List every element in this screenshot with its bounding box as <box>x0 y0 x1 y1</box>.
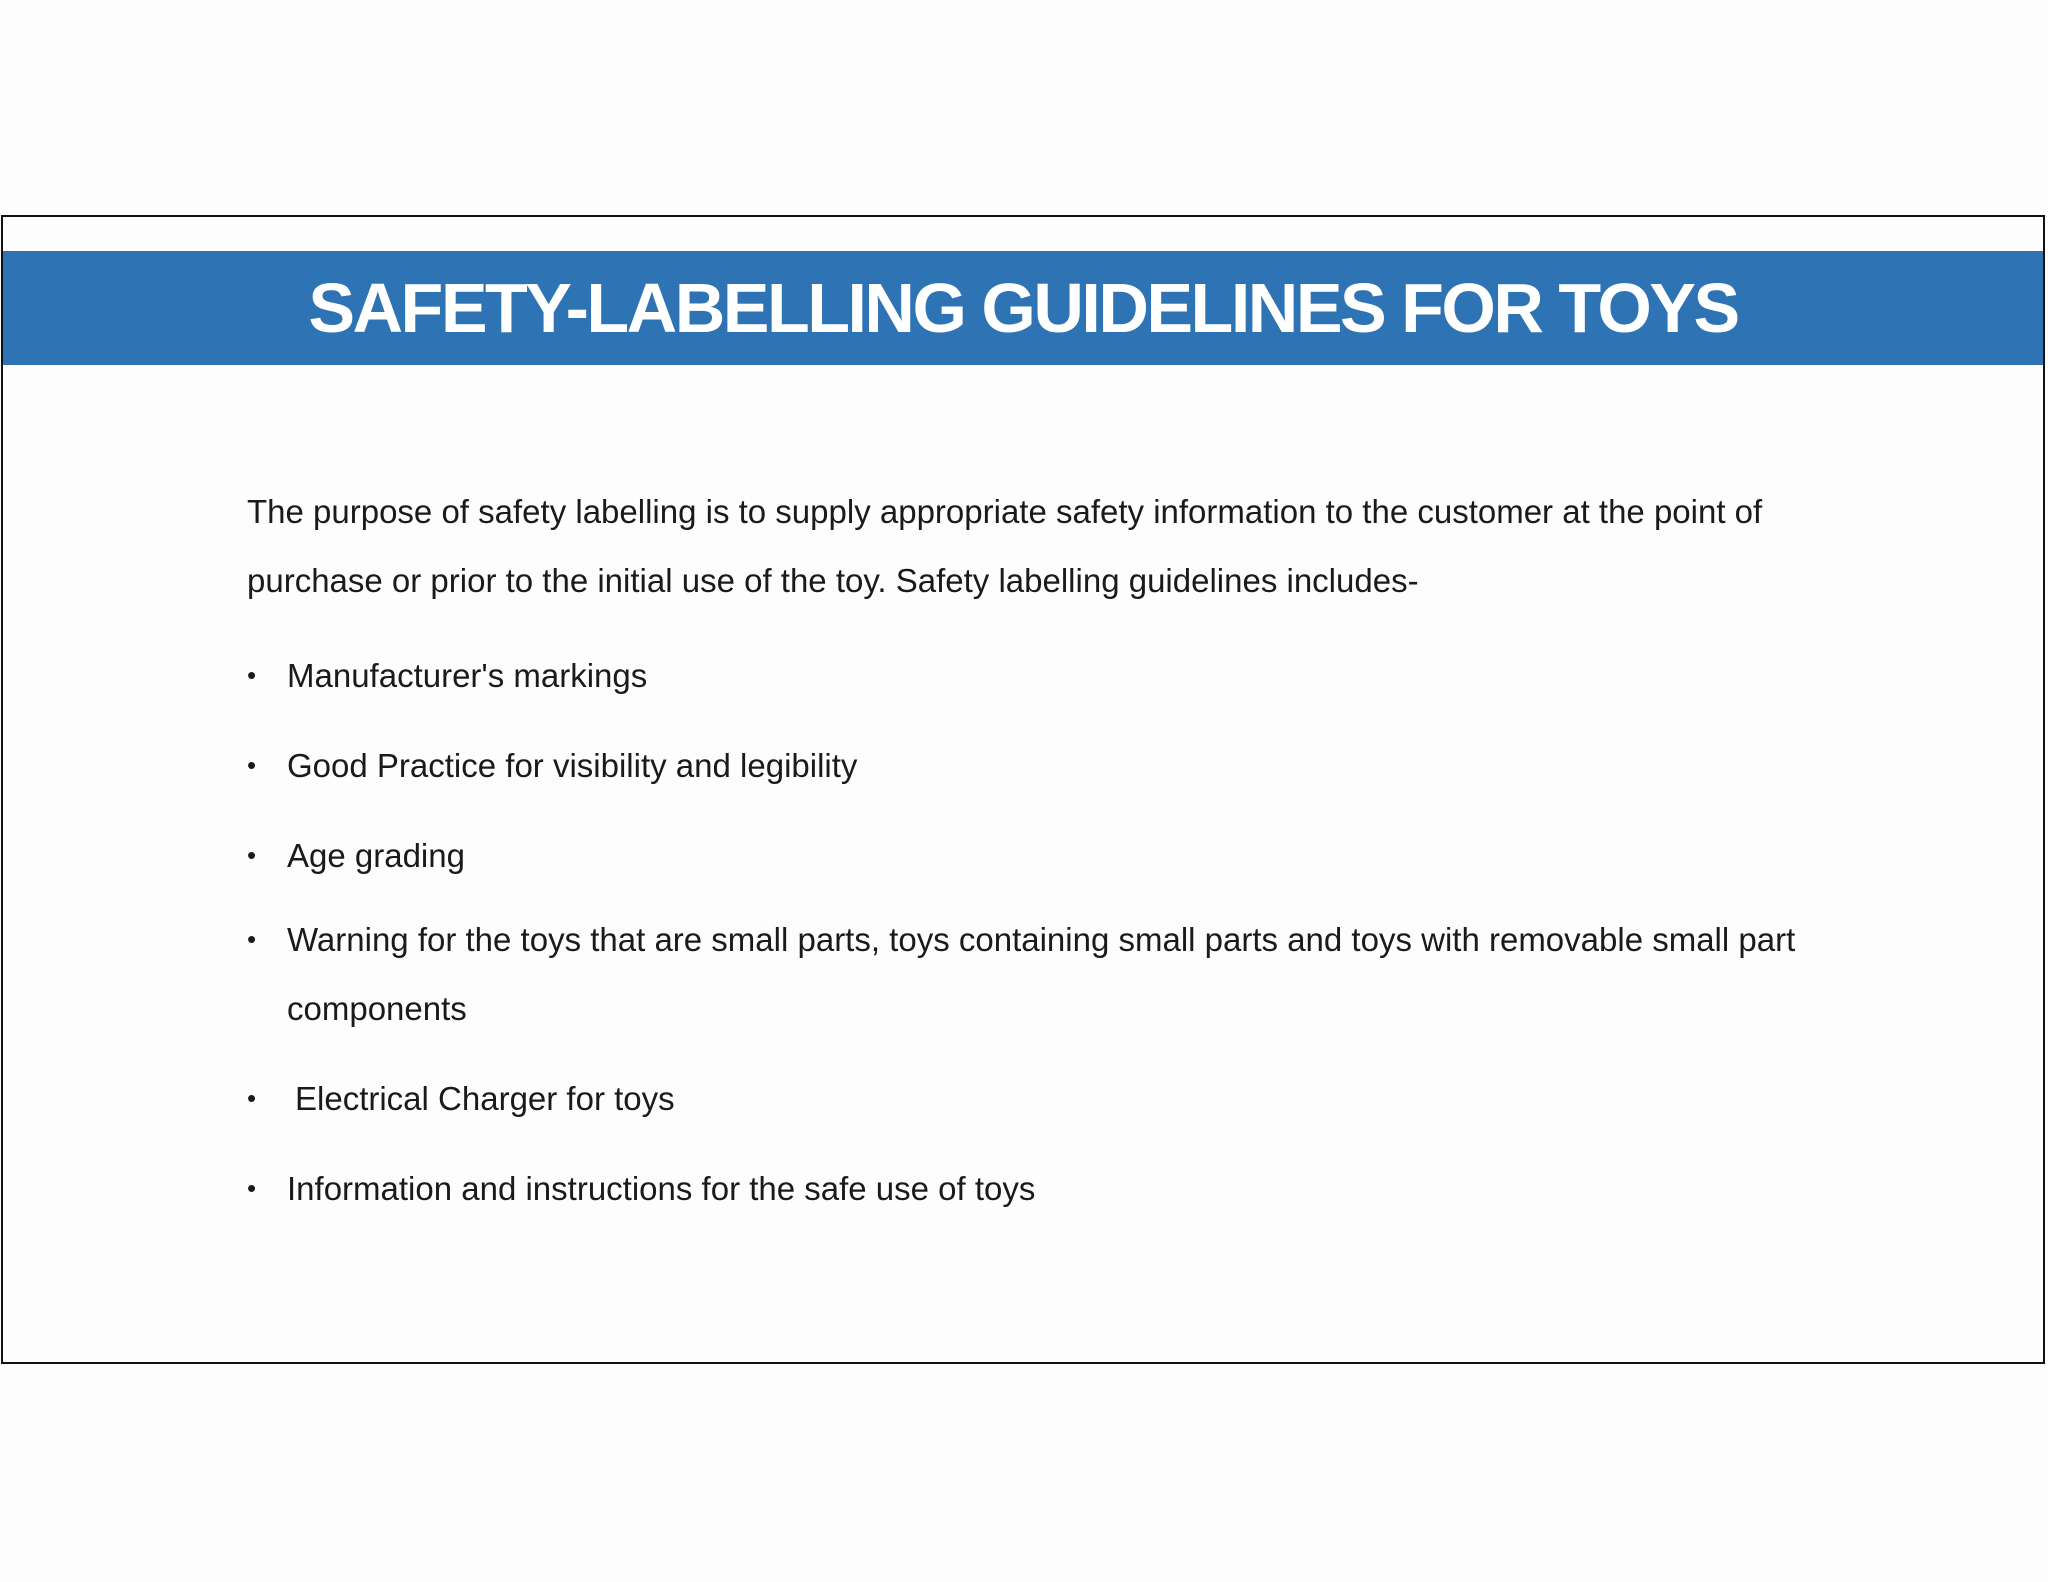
list-item-text: Good Practice for visibility and legibility <box>287 747 858 784</box>
guidelines-list <box>247 641 1847 1223</box>
list-item-text: Manufacturer's markings <box>287 657 648 694</box>
list-item <box>247 1064 1847 1133</box>
bullet-icon: • <box>247 1083 257 1113</box>
slide-content <box>247 477 1847 1223</box>
list-item <box>247 905 1867 1043</box>
bullet-icon: • <box>247 660 257 690</box>
bullet-icon: • <box>247 924 257 954</box>
list-item <box>247 731 1847 800</box>
list-item <box>247 1154 1847 1223</box>
bullet-icon: • <box>247 750 257 780</box>
title-bar <box>3 251 2043 365</box>
list-item <box>247 821 1847 890</box>
list-item-text: Age grading <box>287 837 465 874</box>
list-item-text: Information and instructions for the safe use of toys <box>287 1170 1036 1207</box>
list-item-text: Electrical Charger for toys <box>295 1080 675 1117</box>
bullet-icon: • <box>247 1173 257 1203</box>
bullet-icon: • <box>247 840 257 870</box>
slide-title: SAFETY-LABELLING GUIDELINES FOR TOYS <box>308 269 1738 347</box>
list-item <box>247 641 1847 710</box>
slide <box>1 215 2045 1364</box>
intro-paragraph: The purpose of safety labelling is to supply appropriate safety information to the customer at the point of purchase or prior to the initial use of the toy. Safety labelling guidelines includes- <box>247 493 1763 599</box>
list-item-text: Warning for the toys that are small parts, toys containing small parts and toys with removable small part components <box>287 921 1796 1027</box>
